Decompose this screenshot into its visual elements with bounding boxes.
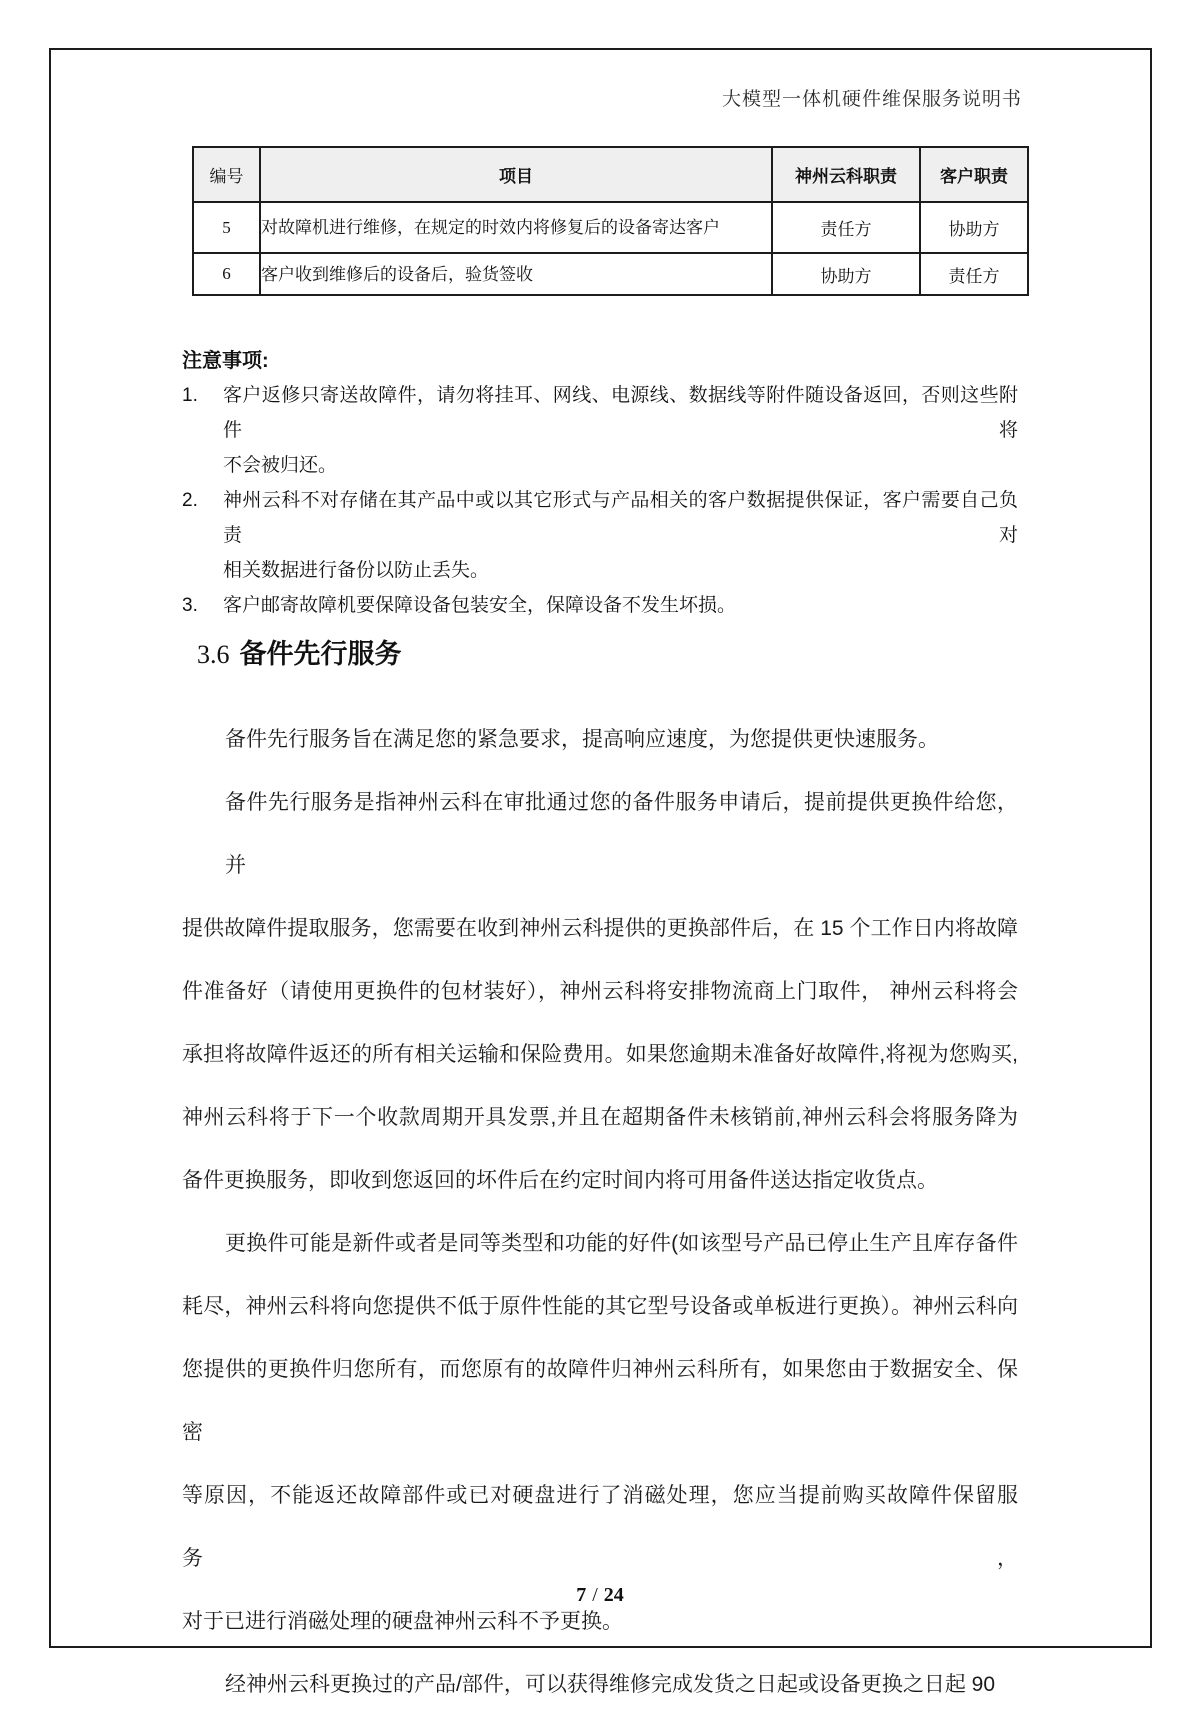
body-paragraph [182, 708, 1018, 771]
cell-item: 对故障机进行维修，在规定的时效内将修复后的设备寄达客户 [260, 202, 772, 253]
note-item [182, 588, 1018, 623]
notes-title: 注意事项: [182, 350, 269, 372]
note-item [182, 378, 1018, 483]
body-text [182, 708, 1018, 1716]
body-paragraph [182, 1653, 1018, 1716]
body-line: 备件先行服务旨在满足您的紧急要求，提高响应速度，为您提供更快速服务。 [225, 728, 939, 751]
responsibilities-table [192, 146, 1029, 296]
cell-no: 5 [193, 202, 260, 253]
table-header-row [193, 147, 1028, 202]
page-footer [0, 1584, 1200, 1607]
note-line: 神州云科不对存储在其产品中或以其它形式与产品相关的客户数据提供保证，客户需要自己负责对 [223, 490, 1018, 546]
body-line: 件准备好（请使用更换件的包材装好），神州云科将安排物流商上门取件， 神州云科将会 [182, 980, 1018, 1003]
body-line: 更换件可能是新件或者是同等类型和功能的好件(如该型号产品已停止生产且库存备件 [225, 1232, 1018, 1255]
body-line: 备件更换服务，即收到您返回的坏件后在约定时间内将可用备件送达指定收货点。 [182, 1169, 938, 1192]
note-line: 客户返修只寄送故障件，请勿将挂耳、网线、电源线、数据线等附件随设备返回，否则这些附件将 [223, 385, 1018, 441]
table-body [193, 202, 1028, 295]
table-header-item: 项目 [260, 147, 772, 202]
cell-no: 6 [193, 253, 260, 295]
section-number: 3.6 [197, 640, 230, 669]
body-line: 提供故障件提取服务，您需要在收到神州云科提供的更换部件后，在 15 个工作日内将故障 [182, 917, 1018, 940]
note-line: 客户邮寄故障机要保障设备包装安全，保障设备不发生坏损。 [223, 595, 737, 616]
cell-item: 客户收到维修后的设备后，验货签收 [260, 253, 772, 295]
table-header-no: 编号 [193, 147, 260, 202]
body-line: 神州云科将于下一个收款周期开具发票,并且在超期备件未核销前,神州云科会将服务降为 [182, 1106, 1018, 1129]
cell-vendor-role: 责任方 [772, 202, 920, 253]
body-line: 备件先行服务是指神州云科在审批通过您的备件服务申请后，提前提供更换件给您，并 [225, 791, 1018, 877]
body-line: 耗尽，神州云科将向您提供不低于原件性能的其它型号设备或单板进行更换）。神州云科向 [182, 1295, 1018, 1318]
body-line: 对于已进行消磁处理的硬盘神州云科不予更换。 [182, 1610, 623, 1633]
table-header-vendor: 神州云科职责 [772, 147, 920, 202]
document-header-title: 大模型一体机硬件维保服务说明书 [721, 89, 1022, 110]
cell-customer-role: 责任方 [920, 253, 1028, 295]
body-line: 等原因，不能返还故障部件或已对硬盘进行了消磁处理，您应当提前购买故障件保留服务， [182, 1484, 1018, 1570]
note-number: 1. [182, 385, 198, 406]
table-header-customer: 客户职责 [920, 147, 1028, 202]
body-line: 承担将故障件返还的所有相关运输和保险费用。如果您逾期未准备好故障件,将视为您购买, [182, 1043, 1018, 1066]
footer-separator: / [592, 1584, 598, 1606]
table-row [193, 253, 1028, 295]
footer-current-page: 7 [576, 1584, 587, 1606]
section-heading [197, 632, 402, 671]
note-line: 不会被归还。 [223, 455, 338, 476]
body-line: 您提供的更换件归您所有，而您原有的故障件归神州云科所有，如果您由于数据安全、保密 [182, 1358, 1018, 1444]
body-line: 经神州云科更换过的产品/部件，可以获得维修完成发货之日起或设备更换之日起 90 [225, 1673, 996, 1696]
note-number: 3. [182, 595, 198, 616]
note-number: 2. [182, 490, 198, 511]
note-line: 相关数据进行备份以防止丢失。 [223, 560, 490, 581]
cell-vendor-role: 协助方 [772, 253, 920, 295]
body-paragraph [182, 771, 1018, 1212]
table-row [193, 202, 1028, 253]
section-title: 备件先行服务 [239, 639, 402, 669]
note-item [182, 483, 1018, 588]
notes-list [182, 378, 1018, 623]
cell-customer-role: 协助方 [920, 202, 1028, 253]
footer-total-pages: 24 [603, 1584, 624, 1606]
